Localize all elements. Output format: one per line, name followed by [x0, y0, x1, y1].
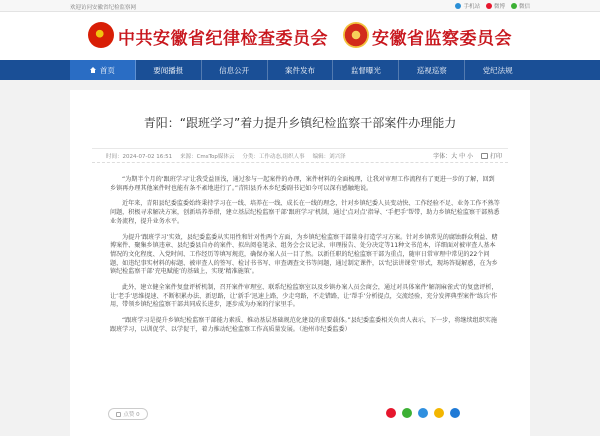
- nav-item-inspection[interactable]: 巡视巡察: [399, 60, 465, 80]
- meta-editor: 编辑：刘兴泽: [312, 154, 346, 160]
- meta-time: 时间：2024-07-02 16:51: [106, 154, 173, 160]
- nav-item-regulations[interactable]: 党纪法规: [482, 65, 513, 75]
- article-tools: [433, 151, 502, 160]
- thumbs-up-icon: [116, 412, 121, 417]
- meta-divider: [92, 162, 508, 163]
- article-title: 青阳：“跟班学习”着力提升乡镇纪检监察干部案件办理能力: [143, 116, 457, 130]
- wechat-icon: [511, 3, 517, 9]
- home-icon: [90, 67, 97, 73]
- article-card: [70, 90, 530, 436]
- article-body: [110, 176, 500, 342]
- top-utility-bar: [0, 0, 600, 12]
- main-nav: [0, 60, 600, 80]
- welcome-text: 欢迎访问安徽省纪检监察网: [70, 5, 137, 11]
- qq-share-icon[interactable]: [418, 408, 428, 418]
- share-bar: [386, 408, 460, 418]
- weibo-icon: [486, 3, 492, 9]
- nav-item-cases[interactable]: 案件发布: [268, 60, 334, 80]
- more-share-icon[interactable]: [450, 408, 460, 418]
- paragraph: 此外，建立健全案件复盘评析机制，召开案件审理室、联系纪检监察室以及乡镇办案人员会商会，通过对具体案件‘解剖麻雀式’的复盘评析，让‘老手’思维提速、不断积累办法、新思路，让‘新手’迅速上路，少走弯路，不走错路，让‘帮手’分析提点，交流经验，充分发挥典型案件‘练兵’作用，带领乡镇纪检监察干部共同成长进步，逐步成为办案的行家里手。: [110, 284, 498, 309]
- meta-source: 来源：CmsTop媒体云: [180, 154, 235, 160]
- praise-button[interactable]: 点赞 0: [108, 408, 148, 420]
- weibo-link[interactable]: 微博: [486, 2, 505, 10]
- title-divider: [92, 148, 508, 149]
- weibo-share-icon[interactable]: [386, 408, 396, 418]
- print-icon: [481, 153, 488, 159]
- font-size-switch[interactable]: 字体：大 中 小: [433, 153, 473, 160]
- wechat-share-icon[interactable]: [402, 408, 412, 418]
- praise-area: [108, 408, 148, 420]
- nav-item-home[interactable]: 首页: [70, 60, 136, 80]
- nav-item-disclosure[interactable]: 信息公开: [202, 60, 268, 80]
- paragraph: 近年来，青阳县纪委监委始终秉持学习在一线、培养在一线、成长在一线的理念，针对乡镇纪委人员变动快、工作经验不足、业务工作不熟等问题，积极寻求解决方案，创新培养举措，建立基层纪检监察干部‘跟班学习’机制，通过‘点对点’指导、‘手把手’帮带，助力乡镇纪检监察干部熟悉业务流程，提升业务水平。: [110, 200, 500, 225]
- header-title-right[interactable]: 安徽省监察委员会: [372, 29, 512, 49]
- mobile-icon: [455, 3, 461, 9]
- header-title-left[interactable]: 中共安徽省纪律检查委员会: [118, 29, 328, 49]
- paragraph: “为期半个月的‘跟班学习’让我受益匪浅，通过参与一起案件的办理，案件材料的全面梳理，让我对审理工作流程有了更进一步的了解，回到乡镇再办理其他案件时也能有条不紊地进行了。”青阳县乔木乡纪委副书记如今可以深有感触地说。: [110, 176, 495, 192]
- wechat-link[interactable]: 微信: [511, 2, 530, 10]
- paragraph: 为提升‘跟班学习’实效，县纪委监委从实用性和针对性两个方面，为乡镇纪检监察干部量身打造学习方案。针对乡镇常见的腐蚀群众利益、赌博案件、聚集乡镇违章、县纪委县自办的案件、拟出阅卷笔录、组务会会议记录、审理报告、处分决定等11种文书范本，详细面对被审查人基本情况的文化程度、入党时间、工作经历等填写规范，确保办案人员一目了然。以新任职的纪检监察干部为重点，随审日常审理中常见的22个问题，如违纪事实材料的标题、被审查人的签写、检讨书书写、审查调查文书等问题，通过制定课件，以‘纪法讲课堂’形式，现场答疑解惑，在为乡镇纪检监察干部‘充电赋能’的基础上，实现‘精准施策’。: [110, 233, 498, 276]
- national-emblem-icon: [343, 22, 369, 48]
- site-header: [0, 12, 600, 60]
- party-emblem-icon: [88, 22, 114, 48]
- paragraph: “跟班学习是提升乡镇纪检监察干部能力素质、推动基层基础规范化建设的重要载体。”县纪委监委相关负责人表示，下一步，将继续组织实施跟班学习，以训促学、以学促干，着力推动纪检监察工作高质量发展。（池州市纪委监委）: [110, 317, 497, 333]
- topbar-links: [455, 2, 530, 10]
- nav-item-exposure[interactable]: 监督曝光: [333, 60, 399, 80]
- nav-item-news[interactable]: 要闻播报: [136, 60, 202, 80]
- qzone-share-icon[interactable]: [434, 408, 444, 418]
- mobile-site-link[interactable]: 手机站: [455, 2, 480, 10]
- meta-category: 分类：工作动态,组织人事: [242, 154, 305, 160]
- print-button[interactable]: 打印: [481, 151, 502, 160]
